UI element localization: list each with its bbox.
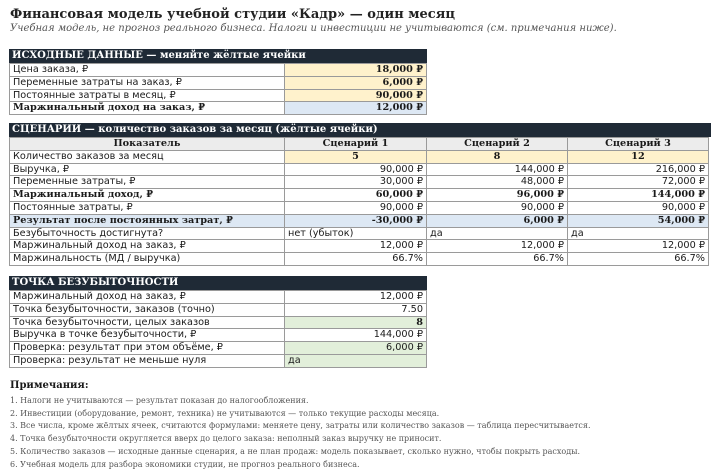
table-cell: 12,000 ₽ — [284, 290, 427, 304]
table-cell: да — [426, 227, 568, 241]
table-row — [9, 303, 427, 316]
table-row — [9, 163, 711, 176]
row-label: Точка безубыточности, целых заказов — [9, 316, 285, 330]
note-item: 2. Инвестиции (оборудование, ремонт, техника) не учитываются — только текущие расходы месяца. — [10, 408, 440, 418]
result-cell-breakeven-orders: 8 — [284, 316, 427, 330]
column-header: Сценарий 1 — [284, 137, 427, 151]
table-row — [9, 201, 711, 214]
note-item: 5. Количество заказов — исходные данные сценария, а не план продаж: модель показывает, сколько нужно, чтобы покрыть расходы. — [10, 446, 581, 456]
table-cell: 144,000 ₽ — [426, 163, 568, 177]
table-row — [9, 354, 427, 367]
table-cell: 66.7% — [426, 252, 568, 266]
row-label: Количество заказов за месяц — [9, 150, 285, 164]
result-cell-check-nonnegative: да — [284, 354, 427, 368]
table-row — [9, 188, 711, 201]
table-row — [9, 76, 427, 89]
table-cell: 12,000 ₽ — [567, 239, 709, 253]
input-cell-variable-cost[interactable]: 6,000 ₽ — [284, 76, 427, 90]
row-label: Переменные затраты, ₽ — [9, 175, 285, 189]
row-label: Выручка в точке безубыточности, ₽ — [9, 328, 285, 342]
scenarios-section — [9, 123, 711, 265]
input-cell-orders[interactable]: 5 — [284, 150, 427, 164]
table-row — [9, 101, 427, 114]
table-cell: 7.50 — [284, 303, 427, 317]
table-cell: 6,000 ₽ — [426, 214, 568, 228]
table-cell: 90,000 ₽ — [567, 201, 709, 215]
row-label: Постоянные затраты в месяц, ₽ — [9, 89, 285, 103]
row-label: Точка безубыточности, заказов (точно) — [9, 303, 285, 317]
table-cell: 54,000 ₽ — [567, 214, 709, 228]
row-label: Маржинальный доход на заказ, ₽ — [9, 239, 285, 253]
page-title: Финансовая модель учебной студии «Кадр» — один месяц — [10, 7, 455, 22]
table-cell: 12,000 ₽ — [284, 239, 427, 253]
table-row — [9, 252, 711, 265]
row-label: Выручка, ₽ — [9, 163, 285, 177]
table-row — [9, 341, 427, 354]
table-cell: 66.7% — [567, 252, 709, 266]
row-label: Цена заказа, ₽ — [9, 63, 285, 77]
table-header-row — [9, 137, 711, 150]
table-row — [9, 239, 711, 252]
row-label: Маржинальный доход на заказ, ₽ — [9, 101, 285, 115]
row-label: Безубыточность достигнута? — [9, 227, 285, 241]
table-cell: 144,000 ₽ — [567, 188, 709, 202]
table-cell: 96,000 ₽ — [426, 188, 568, 202]
table-row — [9, 150, 711, 163]
table-row — [9, 63, 427, 76]
row-label: Постоянные затраты, ₽ — [9, 201, 285, 215]
scenarios-header: СЦЕНАРИИ — количество заказов за месяц (жёлтые ячейки) — [9, 123, 711, 137]
row-label: Маржинальный доход, ₽ — [9, 188, 285, 202]
table-cell: 66.7% — [284, 252, 427, 266]
table-row — [9, 290, 427, 303]
table-row — [9, 227, 711, 240]
table-cell: 90,000 ₽ — [284, 163, 427, 177]
table-cell: 30,000 ₽ — [284, 175, 427, 189]
table-cell: 216,000 ₽ — [567, 163, 709, 177]
column-header: Показатель — [9, 137, 285, 151]
result-cell-check-result: 6,000 ₽ — [284, 341, 427, 355]
table-row — [9, 316, 427, 329]
table-cell: да — [567, 227, 709, 241]
note-item: 1. Налоги не учитываются — результат показан до налогообложения. — [10, 396, 309, 405]
table-cell: 90,000 ₽ — [426, 201, 568, 215]
table-cell: 12,000 ₽ — [426, 239, 568, 253]
inputs-section — [9, 49, 427, 114]
note-item: 4. Точка безубыточности округляется вверх до целого заказа: неполный заказ выручку не приносит. — [10, 434, 442, 444]
table-cell: 60,000 ₽ — [284, 188, 427, 202]
row-label: Проверка: результат при этом объёме, ₽ — [9, 341, 285, 355]
table-row — [9, 175, 711, 188]
column-header: Сценарий 2 — [426, 137, 568, 151]
note-item: 3. Все числа, кроме жёлтых ячеек, считаются формулами: меняете цену, затраты или количество заказов — таблица пересчитывается. — [10, 421, 591, 431]
table-cell: 72,000 ₽ — [567, 175, 709, 189]
input-cell-orders[interactable]: 12 — [567, 150, 709, 164]
row-label: Результат после постоянных затрат, ₽ — [9, 214, 285, 228]
breakeven-header: ТОЧКА БЕЗУБЫТОЧНОСТИ — [9, 276, 427, 290]
notes-title: Примечания: — [10, 380, 89, 391]
table-row — [9, 214, 711, 227]
table-cell: 48,000 ₽ — [426, 175, 568, 189]
table-row — [9, 89, 427, 102]
table-cell: -30,000 ₽ — [284, 214, 427, 228]
calc-cell-margin: 12,000 ₽ — [284, 101, 427, 115]
table-cell: 90,000 ₽ — [284, 201, 427, 215]
note-item: 6. Учебная модель для разбора экономики студии, не прогноз реального бизнеса. — [10, 459, 360, 469]
table-row — [9, 328, 427, 341]
breakeven-section — [9, 276, 427, 367]
input-cell-orders[interactable]: 8 — [426, 150, 568, 164]
table-cell: нет (убыток) — [284, 227, 427, 241]
row-label: Проверка: результат не меньше нуля — [9, 354, 285, 368]
input-cell-price[interactable]: 18,000 ₽ — [284, 63, 427, 77]
row-label: Маржинальность (МД / выручка) — [9, 252, 285, 266]
row-label: Переменные затраты на заказ, ₽ — [9, 76, 285, 90]
page-subtitle: Учебная модель, не прогноз реального бизнеса. Налоги и инвестиции не учитываются (см. примечания ниже). — [10, 23, 617, 34]
inputs-header: ИСХОДНЫЕ ДАННЫЕ — меняйте жёлтые ячейки — [9, 49, 427, 63]
input-cell-fixed-cost[interactable]: 90,000 ₽ — [284, 89, 427, 103]
notes-list — [10, 395, 590, 471]
row-label: Маржинальный доход на заказ, ₽ — [9, 290, 285, 304]
table-cell: 144,000 ₽ — [284, 328, 427, 342]
column-header: Сценарий 3 — [567, 137, 709, 151]
